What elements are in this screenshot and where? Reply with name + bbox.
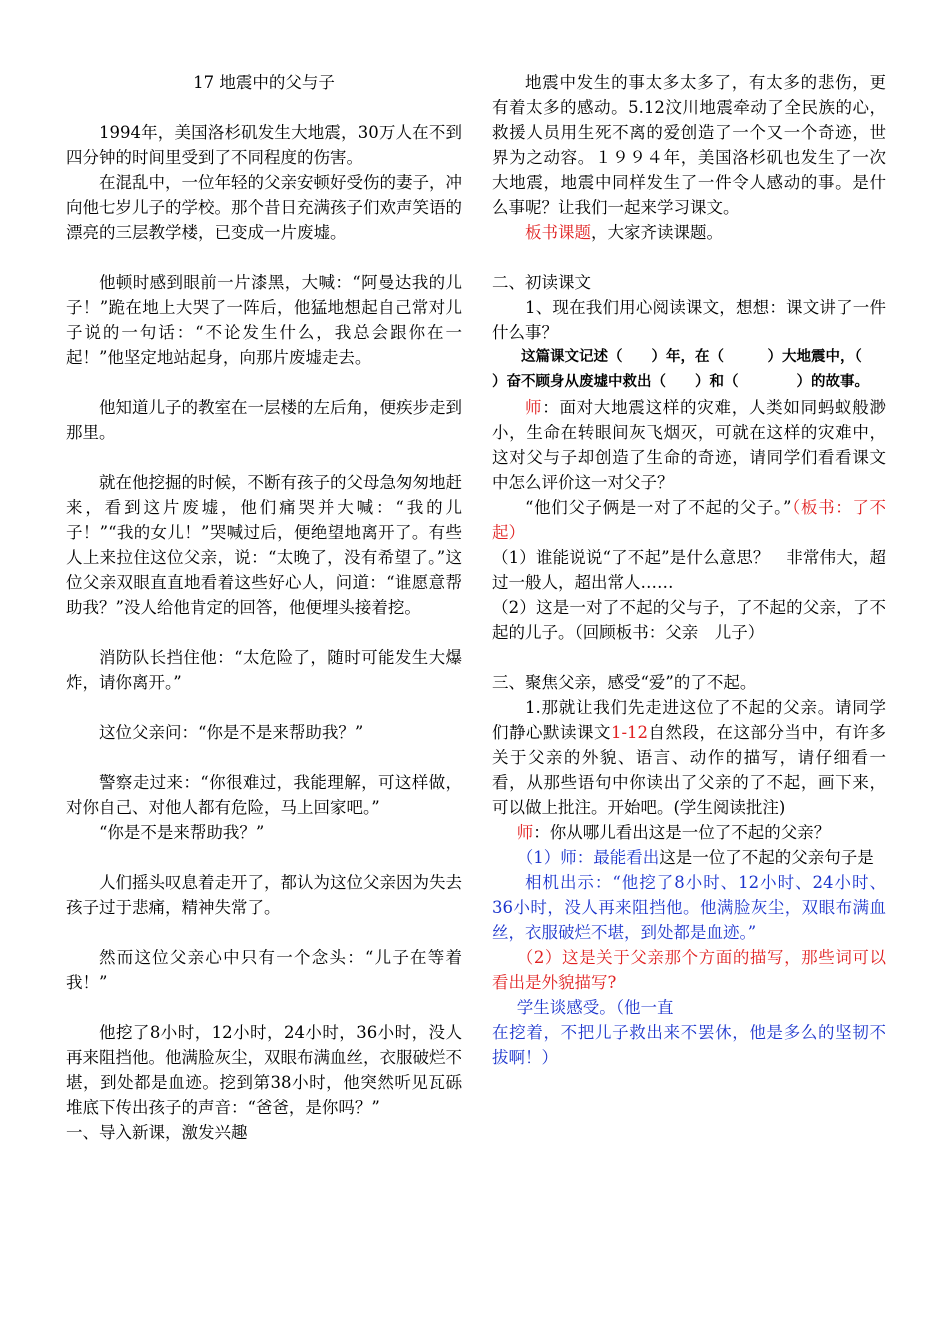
text-paragraph: 1994年，美国洛杉矶发生大地震，30万人在不到四分钟的时间里受到了不同程度的伤害。: [66, 123, 462, 167]
section-heading: 二、初读课文: [492, 273, 591, 292]
list-item: （1）谁能说说“了不起”是什么意思？ 非常伟大，超过一般人，超出常人……: [492, 548, 886, 592]
text-paragraph: “你是不是来帮助我？”: [99, 823, 265, 842]
text-paragraph: 人们摇头叹息着走开了，都认为这位父亲因为失去孩子过于悲痛，精神失常了。: [66, 873, 462, 917]
quote-line: “他们父子俩是一对了不起的父子。”（板书：了不起）: [492, 498, 887, 542]
text-paragraph: 就在他挖掘的时候，不断有孩子的父母急匆匆地赶来，看到这片废墟，他们痛哭并大喊：“我的儿子！”“我的女儿！”哭喊过后，便绝望地离开了。有些人上来拉住这位父亲，说：“太晚了，没有希望了。”这位父亲双眼直直地看着这些好心人，问道：“谁愿意帮助我？”没人给他肯定的回答，他便埋头接着挖。: [66, 473, 462, 617]
text-paragraph: 他挖了8小时，12小时，24小时，36小时，没人再来阻挡他。他满脸灰尘，双眼布满血丝，衣服破烂不堪，到处都是血迹。挖到第38小时，他突然听见瓦砾堆底下传出孩子的声音：“爸爸，是你吗？”: [66, 1023, 462, 1117]
text-paragraph: 这位父亲问：“你是不是来帮助我？”: [99, 723, 364, 742]
right-column: [492, 70, 886, 1070]
question: 1.那就让我们先走进这位了不起的父亲。请同学们静心默读课文1-12自然段，在这部分当中，有许多关于父亲的外貌、语言、动作的描写，请仔细看一看，从那些语句中你读出了父亲的了不起，画下来，可以做上批注。开始吧。(学生阅读批注): [492, 698, 887, 817]
sub-item: （2）这是关于父亲那个方面的描写，那些词可以看出是外貌描写?: [492, 948, 886, 992]
text-paragraph: 消防队长挡住他：“太危险了，随时可能发生大爆炸，请你离开。”: [66, 648, 462, 692]
student-response: 在挖着，不把儿子救出来不罢休，他是多么的坚韧不拔啊！）: [492, 1023, 886, 1067]
sub-item: （1）师：最能看出这是一位了不起的父亲句子是: [516, 848, 874, 867]
text-paragraph: 他顿时感到眼前一片漆黑，大喊：“阿曼达我的儿子！”跪在地上大哭了一阵后，他猛地想起自己常对儿子说的一句话：“不论发生什么，我总会跟你在一起！”他坚定地站起身，向那片废墟走去。: [66, 273, 462, 367]
fill-blank-line: ）奋不顾身从废墟中救出（ ）和（ ）的故事。: [492, 374, 869, 390]
text-paragraph: 然而这位父亲心中只有一个念头：“儿子在等着我！”: [66, 948, 462, 992]
lesson-title: 17 地震中的父与子: [193, 73, 335, 92]
section-heading: 一、导入新课，激发兴趣: [66, 1123, 248, 1142]
intro-paragraph: 地震中发生的事太多太多了，有太多的悲伤，更有着太多的感动。5.12汶川地震牵动了全民族的心，救援人员用生死不离的爱创造了一个又一个奇迹，世界为之动容。１９９４年，美国洛杉矶也发生了一次大地震，地震中同样发生了一件令人感动的事。是什么事呢？让我们一起来学习课文。: [492, 73, 886, 217]
question: 1、现在我们用心阅读课文，想想：课文讲了一件什么事？: [492, 298, 886, 342]
fill-blank-line: 这篇课文记述（ ）年，在（ ）大地震中，（: [521, 349, 862, 365]
teacher-remark: 师：你从哪儿看出这是一位了不起的父亲？: [516, 823, 831, 842]
board-line: 板书课题，大家齐读课题。: [525, 223, 723, 242]
text-paragraph: 他知道儿子的教室在一层楼的左后角，便疾步走到那里。: [66, 398, 462, 442]
shown-sentence: 相机出示：“他挖了8小时、12小时、24小时、36小时，没人再来阻挡他。他满脸灰尘，双眼布满血丝，衣服破烂不堪，到处都是血迹。”: [492, 873, 886, 942]
student-response: 学生谈感受。（他一直: [516, 998, 674, 1017]
list-item: （2）这是一对了不起的父与子，了不起的父亲，了不起的儿子。（回顾板书：父亲 儿子）: [492, 598, 886, 642]
teacher-remark: 师：面对大地震这样的灾难，人类如同蚂蚁般渺小，生命在转眼间灰飞烟灭，可就在这样的灾难中，这对父与子却创造了生命的奇迹，请同学们看看课文中怎么评价这一对父子？: [492, 398, 887, 492]
left-column: [66, 70, 462, 1145]
board-highlight: 板书课题: [525, 223, 591, 242]
text-paragraph: 在混乱中，一位年轻的父亲安顿好受伤的妻子，冲向他七岁儿子的学校。那个昔日充满孩子们欢声笑语的漂亮的三层教学楼，已变成一片废墟。: [66, 173, 462, 242]
text-paragraph: 警察走过来：“你很难过，我能理解，可这样做，对你自己、对他人都有危险，马上回家吧。”: [66, 773, 462, 817]
section-heading: 三、聚焦父亲，感受“爱”的了不起。: [492, 673, 757, 692]
